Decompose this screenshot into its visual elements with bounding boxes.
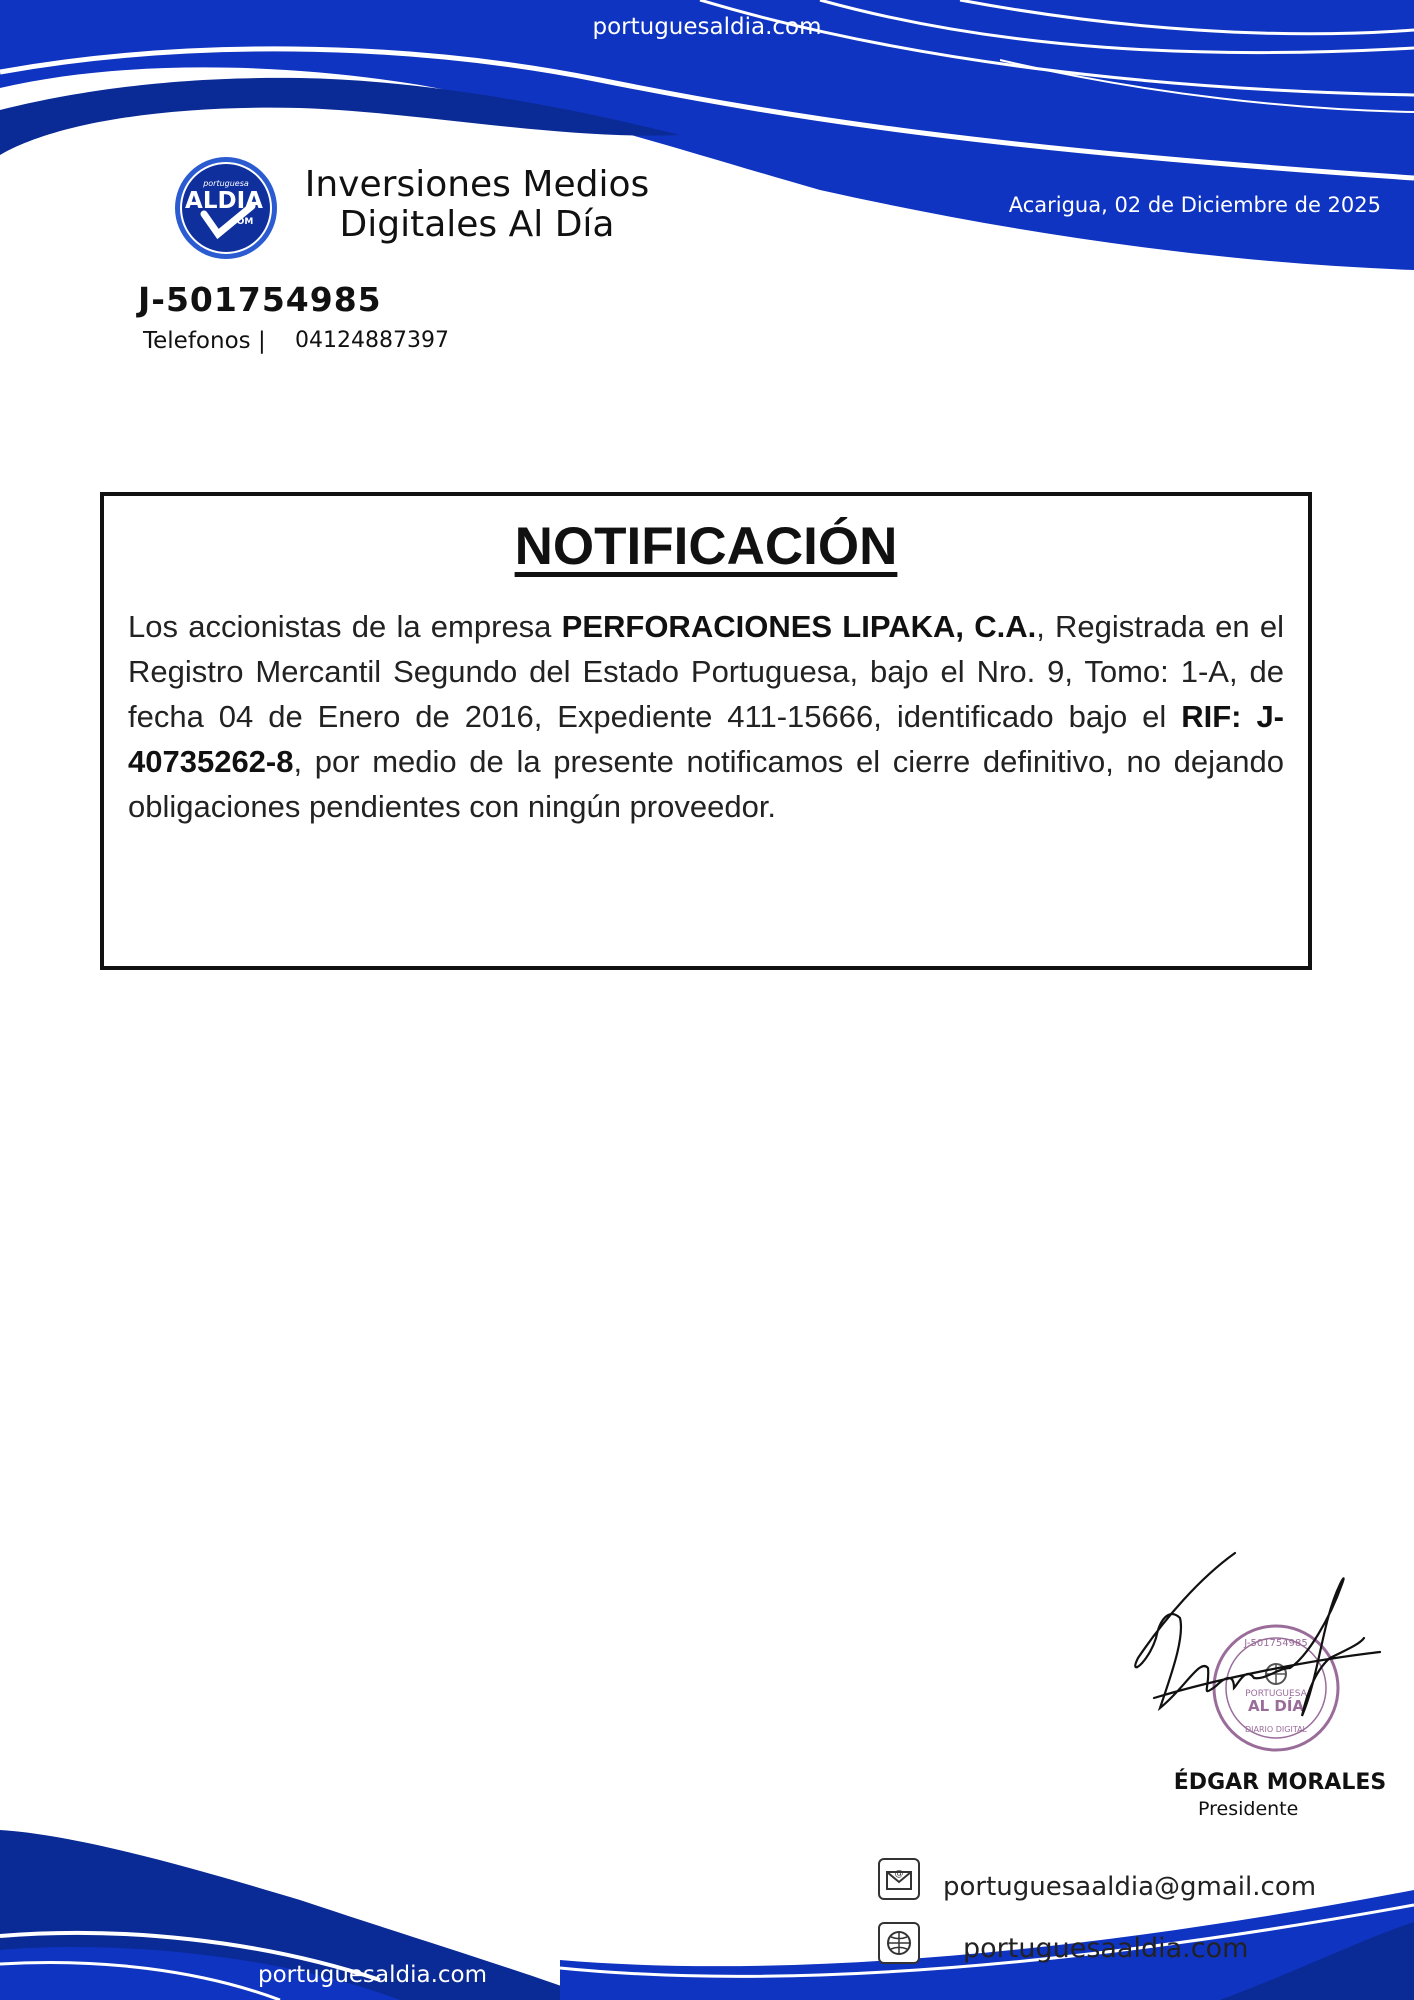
signer-role: Presidente <box>1198 1798 1299 1820</box>
notice-body-part1: Los accionistas de la empresa <box>128 609 562 644</box>
company-rif: J-501754985 <box>138 280 382 319</box>
header-site-url[interactable]: portuguesaldia.com <box>592 14 822 40</box>
phone-number: 04124887397 <box>295 328 449 353</box>
logo-text-main: ALDIA <box>185 188 263 214</box>
stamp-mid-text1: PORTUGUESA <box>1245 1689 1307 1699</box>
stamp-bottom-text: DIARIO DIGITAL <box>1244 1725 1308 1734</box>
contact-email[interactable]: portuguesaaldia@gmail.com <box>943 1872 1317 1902</box>
stamp-top-text: J-501754985 <box>1244 1638 1308 1649</box>
footer-site-url[interactable]: portuguesaldia.com <box>258 1962 488 1988</box>
globe-icon <box>878 1922 920 1964</box>
company-name-line1: Inversiones Medios <box>304 164 650 205</box>
official-stamp <box>1214 1626 1338 1750</box>
signer-name: ÉDGAR MORALES <box>1173 1770 1387 1795</box>
stamp-mid-text2: AL DÍA <box>1247 1697 1305 1715</box>
company-name <box>292 165 662 245</box>
logo-text-small: portuguesa <box>203 179 249 188</box>
company-logo <box>174 156 278 260</box>
notice-company-name: PERFORACIONES LIPAKA, C.A. <box>561 609 1037 644</box>
mail-icon <box>878 1858 920 1900</box>
document-date: Acarigua, 02 de Diciembre de 2025 <box>1008 193 1381 217</box>
footer-wave-background <box>0 1830 1414 2000</box>
company-name-line2: Digitales Al Día <box>339 204 615 245</box>
svg-text:@: @ <box>894 1869 904 1879</box>
notice-body-part3: , por medio de la presente notificamos el cierre definitivo, no dejando obligaciones pendientes con ningún proveedor. <box>128 744 1284 824</box>
phone-label: Telefonos | <box>143 328 266 354</box>
notice-title: NOTIFICACIÓN <box>514 517 898 576</box>
notice-body-part2: , Registrada en el Registro Mercantil Segundo del Estado Portuguesa, bajo el Nro. 9, Tomo: 1-A, de fecha 04 de Enero de 2016, Expediente 411-15666, identificado bajo el <box>128 609 1284 734</box>
notice-rif: RIF: J-40735262-8 <box>128 699 1285 779</box>
notice-box <box>100 492 1312 970</box>
logo-text-com: .COM <box>226 217 254 227</box>
notice-body <box>128 604 1284 829</box>
contact-website[interactable]: portuguesaaldia.com <box>963 1933 1249 1964</box>
signature-with-stamp <box>1130 1548 1390 1778</box>
